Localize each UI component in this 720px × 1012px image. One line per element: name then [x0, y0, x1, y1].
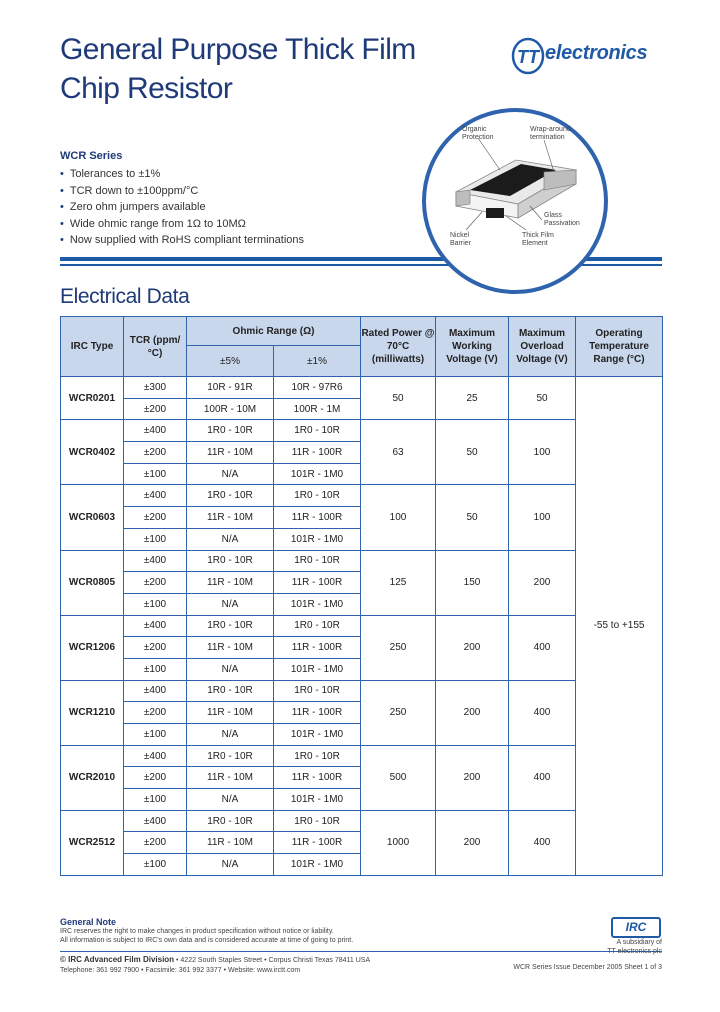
- general-note-line-2: All information is subject to IRC's own data and is considered accurate at time of going to print.: [60, 936, 354, 944]
- label-glass-passivation: Glass Passivation: [544, 212, 580, 227]
- cell-tol1: 11R - 100R: [274, 507, 361, 529]
- cell-tcr: ±400: [124, 680, 187, 702]
- header-operating-temperature: Operating Temperature Range (°C): [576, 317, 663, 377]
- feature-item: • TCR down to ±100ppm/°C: [60, 183, 304, 200]
- cell-tcr: ±100: [124, 528, 187, 550]
- cell-operating-temperature: -55 to +155: [576, 377, 663, 876]
- feature-item: • Now supplied with RoHS compliant terminations: [60, 232, 304, 249]
- cell-tol5: 1R0 - 10R: [187, 550, 274, 572]
- cell-tcr: ±300: [124, 377, 187, 399]
- cell-tol1: 101R - 1M0: [274, 593, 361, 615]
- header-irc-type: IRC Type: [61, 317, 124, 377]
- cell-tcr: ±100: [124, 789, 187, 811]
- table-row: [61, 550, 663, 572]
- cell-tol5: 1R0 - 10R: [187, 485, 274, 507]
- cell-irc-type: WCR1206: [61, 615, 124, 680]
- subsidiary-line-2: TT electronics plc: [607, 947, 662, 955]
- cell-tol5: N/A: [187, 528, 274, 550]
- footer-address: [60, 955, 370, 975]
- cell-rated-power: 250: [361, 680, 436, 745]
- header-tcr: TCR (ppm/°C): [124, 317, 187, 377]
- section-title: Electrical Data: [60, 285, 190, 308]
- cell-tol5: 11R - 10M: [187, 507, 274, 529]
- footer-divider: [60, 951, 662, 952]
- cell-tol1: 101R - 1M0: [274, 789, 361, 811]
- header-tolerance-1: ±1%: [274, 346, 361, 377]
- cell-max-overload-voltage: 200: [509, 550, 576, 615]
- cell-tol1: 11R - 100R: [274, 442, 361, 464]
- address-text: • 4222 South Staples Street • Corpus Christi Texas 78411 USA: [174, 957, 371, 964]
- cell-tcr: ±200: [124, 637, 187, 659]
- cell-irc-type: WCR2512: [61, 810, 124, 875]
- cell-max-overload-voltage: 50: [509, 377, 576, 420]
- cell-tcr: ±100: [124, 854, 187, 876]
- general-note-line-1: IRC reserves the right to make changes in product specification without notice or liability.: [60, 928, 334, 935]
- header-max-overload-voltage: Maximum Overload Voltage (V): [509, 317, 576, 377]
- cell-tol1: 101R - 1M0: [274, 854, 361, 876]
- cell-max-overload-voltage: 400: [509, 615, 576, 680]
- header-tolerance-5: ±5%: [187, 346, 274, 377]
- feature-item: • Tolerances to ±1%: [60, 166, 304, 183]
- cell-tcr: ±400: [124, 745, 187, 767]
- table-row: [61, 745, 663, 767]
- cell-rated-power: 1000: [361, 810, 436, 875]
- cell-tol5: N/A: [187, 593, 274, 615]
- resistor-diagram: [422, 108, 608, 294]
- cell-rated-power: 50: [361, 377, 436, 420]
- cell-max-overload-voltage: 400: [509, 680, 576, 745]
- cell-tcr: ±100: [124, 463, 187, 485]
- cell-irc-type: WCR2010: [61, 745, 124, 810]
- cell-tcr: ±400: [124, 550, 187, 572]
- label-wrap-around: Wrap-around termination: [530, 126, 571, 141]
- cell-irc-type: WCR1210: [61, 680, 124, 745]
- cell-max-working-voltage: 200: [436, 615, 509, 680]
- cell-rated-power: 125: [361, 550, 436, 615]
- cell-tol1: 11R - 100R: [274, 702, 361, 724]
- issue-note: WCR Series Issue December 2005 Sheet 1 of 3: [513, 964, 662, 971]
- cell-tol5: 1R0 - 10R: [187, 615, 274, 637]
- cell-max-working-voltage: 50: [436, 420, 509, 485]
- logo-text: electronics: [545, 42, 648, 64]
- cell-rated-power: 500: [361, 745, 436, 810]
- cell-max-working-voltage: 200: [436, 680, 509, 745]
- cell-tol1: 1R0 - 10R: [274, 745, 361, 767]
- cell-tcr: ±200: [124, 832, 187, 854]
- cell-tol1: 1R0 - 10R: [274, 550, 361, 572]
- cell-tol5: N/A: [187, 463, 274, 485]
- feature-list: [60, 166, 304, 249]
- cell-tol5: 11R - 10M: [187, 637, 274, 659]
- table-body: [61, 377, 663, 876]
- cell-tol1: 1R0 - 10R: [274, 615, 361, 637]
- cell-tol1: 101R - 1M0: [274, 528, 361, 550]
- cell-tol1: 100R - 1M: [274, 398, 361, 420]
- feature-item: • Zero ohm jumpers available: [60, 199, 304, 216]
- table-row: [61, 485, 663, 507]
- table-row: [61, 377, 663, 399]
- header-rated-power: Rated Power @ 70°C (milliwatts): [361, 317, 436, 377]
- feature-item: • Wide ohmic range from 1Ω to 10MΩ: [60, 216, 304, 233]
- cell-tcr: ±200: [124, 702, 187, 724]
- cell-tcr: ±100: [124, 593, 187, 615]
- cell-tol5: 1R0 - 10R: [187, 420, 274, 442]
- cell-max-overload-voltage: 100: [509, 420, 576, 485]
- cell-tcr: ±100: [124, 724, 187, 746]
- cell-tcr: ±400: [124, 810, 187, 832]
- cell-tol1: 101R - 1M0: [274, 724, 361, 746]
- table-row: [61, 810, 663, 832]
- general-note-title: General Note: [60, 917, 117, 927]
- svg-text:TT: TT: [517, 47, 539, 67]
- cell-rated-power: 250: [361, 615, 436, 680]
- page-title: [60, 30, 416, 108]
- cell-max-working-voltage: 25: [436, 377, 509, 420]
- cell-max-working-voltage: 150: [436, 550, 509, 615]
- cell-tol5: 10R - 91R: [187, 377, 274, 399]
- title-line-2: Chip Resistor: [60, 72, 233, 105]
- cell-max-working-voltage: 50: [436, 485, 509, 550]
- contact-text: Telephone: 361 992 7900 • Facsimile: 361 992 3377 • Website: www.irctt.com: [60, 966, 301, 974]
- cell-tol5: 11R - 10M: [187, 442, 274, 464]
- cell-tol5: 1R0 - 10R: [187, 680, 274, 702]
- cell-tol1: 1R0 - 10R: [274, 810, 361, 832]
- cell-max-overload-voltage: 400: [509, 810, 576, 875]
- cell-max-overload-voltage: 100: [509, 485, 576, 550]
- irc-logo: IRC: [611, 917, 661, 938]
- cell-tol1: 101R - 1M0: [274, 658, 361, 680]
- table-row: [61, 615, 663, 637]
- cell-tol1: 11R - 100R: [274, 572, 361, 594]
- cell-tcr: ±200: [124, 767, 187, 789]
- cell-tcr: ±200: [124, 572, 187, 594]
- subsidiary-note: [607, 939, 662, 956]
- label-organic-protection: Organic Protection: [462, 126, 494, 141]
- general-note-text: [60, 928, 500, 945]
- header-max-working-voltage: Maximum Working Voltage (V): [436, 317, 509, 377]
- cell-tcr: ±100: [124, 658, 187, 680]
- cell-tol1: 1R0 - 10R: [274, 420, 361, 442]
- electrical-data-table: [60, 316, 663, 876]
- cell-tol5: N/A: [187, 854, 274, 876]
- cell-tol5: 11R - 10M: [187, 702, 274, 724]
- cell-tol5: 1R0 - 10R: [187, 810, 274, 832]
- label-thick-film: Thick Film Element: [522, 232, 554, 247]
- cell-tol5: N/A: [187, 724, 274, 746]
- cell-tcr: ±200: [124, 507, 187, 529]
- cell-max-working-voltage: 200: [436, 745, 509, 810]
- cell-tcr: ±400: [124, 485, 187, 507]
- cell-tol5: N/A: [187, 789, 274, 811]
- cell-irc-type: WCR0805: [61, 550, 124, 615]
- cell-tcr: ±400: [124, 615, 187, 637]
- subsidiary-line-1: A subsidiary of: [616, 939, 662, 946]
- cell-tol1: 11R - 100R: [274, 767, 361, 789]
- cell-tol5: N/A: [187, 658, 274, 680]
- cell-tol5: 11R - 10M: [187, 832, 274, 854]
- cell-tol1: 101R - 1M0: [274, 463, 361, 485]
- header-ohmic-range: Ohmic Range (Ω): [187, 317, 361, 346]
- cell-tol1: 10R - 97R6: [274, 377, 361, 399]
- cell-irc-type: WCR0201: [61, 377, 124, 420]
- cell-tol5: 11R - 10M: [187, 767, 274, 789]
- cell-tol5: 11R - 10M: [187, 572, 274, 594]
- cell-tcr: ±200: [124, 442, 187, 464]
- cell-tol1: 11R - 100R: [274, 637, 361, 659]
- cell-max-working-voltage: 200: [436, 810, 509, 875]
- division-name: © IRC Advanced Film Division: [60, 955, 175, 964]
- cell-irc-type: WCR0402: [61, 420, 124, 485]
- table-row: [61, 420, 663, 442]
- cell-tol1: 11R - 100R: [274, 832, 361, 854]
- cell-tol1: 1R0 - 10R: [274, 485, 361, 507]
- cell-tol1: 1R0 - 10R: [274, 680, 361, 702]
- cell-rated-power: 63: [361, 420, 436, 485]
- title-line-1: General Purpose Thick Film: [60, 33, 416, 66]
- label-nickel-barrier: Nickel Barrier: [450, 232, 472, 247]
- cell-rated-power: 100: [361, 485, 436, 550]
- table-row: [61, 680, 663, 702]
- cell-tcr: ±400: [124, 420, 187, 442]
- series-title: WCR Series: [60, 150, 123, 162]
- cell-tcr: ±200: [124, 398, 187, 420]
- cell-tol5: 100R - 10M: [187, 398, 274, 420]
- cell-irc-type: WCR0603: [61, 485, 124, 550]
- cell-tol5: 1R0 - 10R: [187, 745, 274, 767]
- cell-max-overload-voltage: 400: [509, 745, 576, 810]
